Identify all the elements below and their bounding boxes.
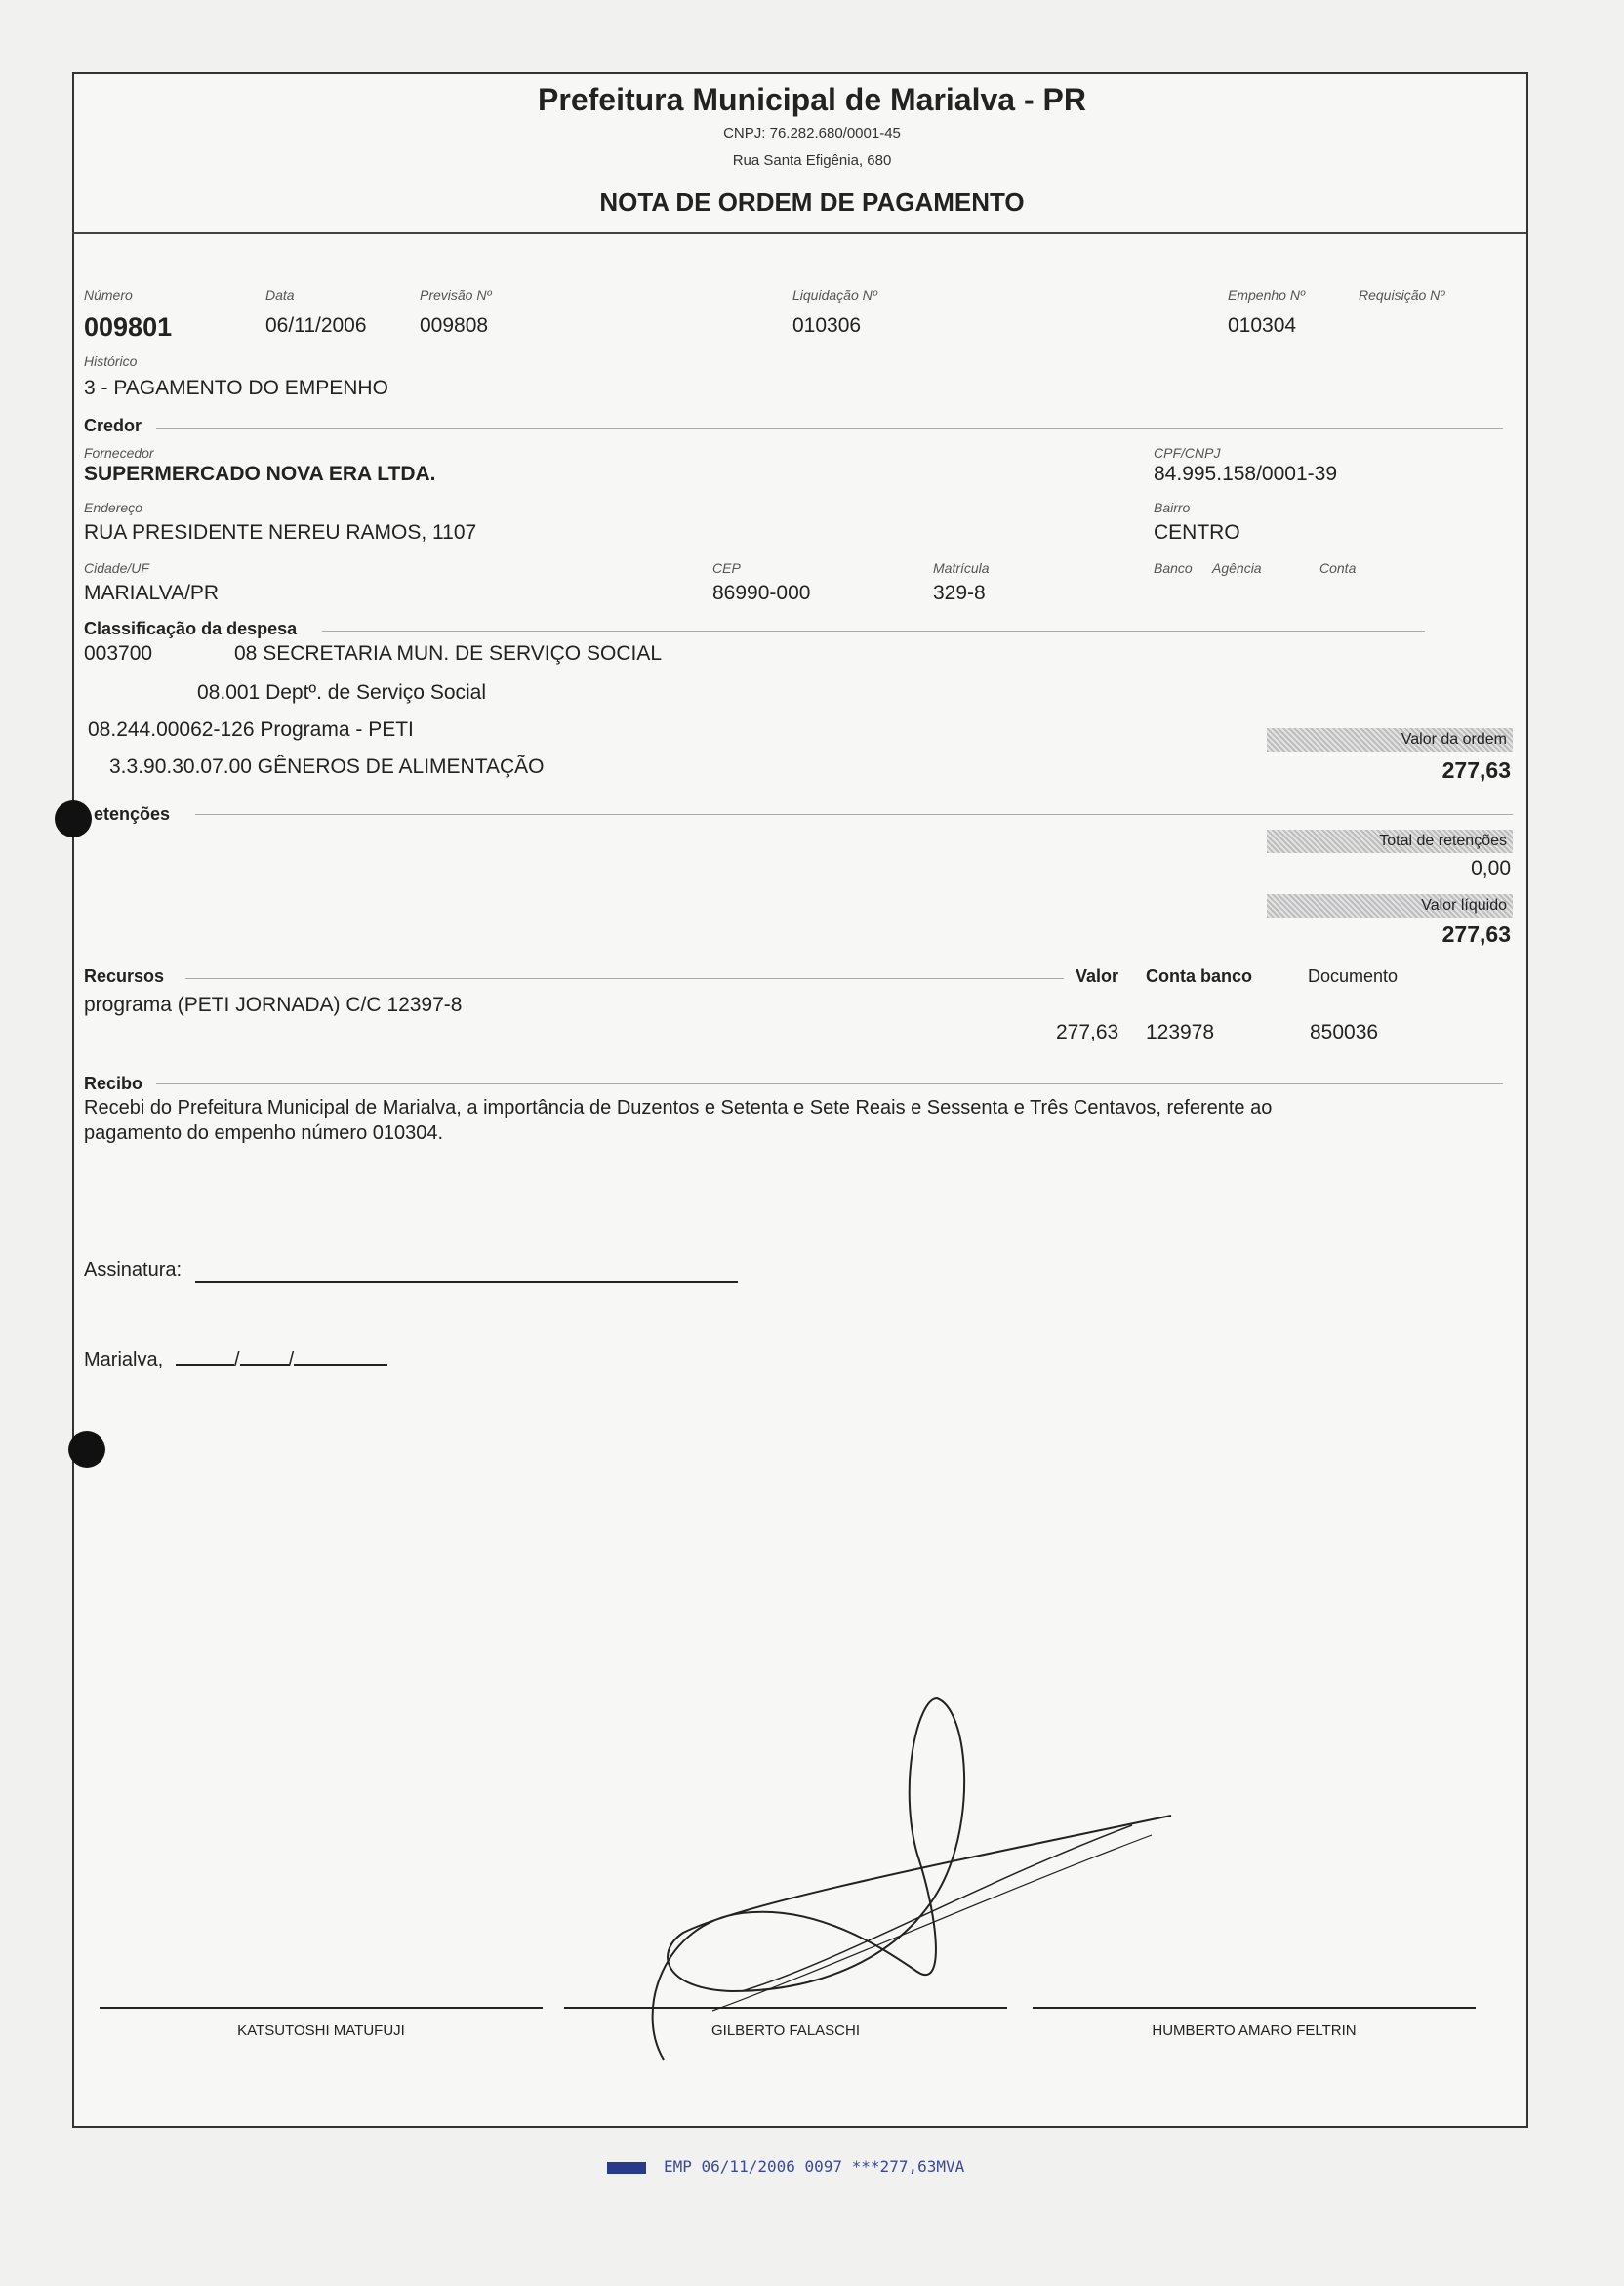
endereco-label: Endereço: [84, 500, 142, 515]
signature-line-2: [564, 2007, 1007, 2009]
handwritten-signature: [625, 1679, 1191, 2069]
recursos-conta-label: Conta banco: [1146, 966, 1253, 986]
header-divider: [72, 232, 1526, 234]
recibo-section: Recibo: [84, 1074, 143, 1093]
previsao-label: Previsão Nº: [420, 287, 492, 303]
signatory-2: GILBERTO FALASCHI: [711, 2022, 860, 2039]
recibo-rule: [156, 1083, 1503, 1084]
valor-liquido-value: 277,63: [1441, 921, 1511, 947]
assinatura-label: Assinatura:: [84, 1259, 183, 1281]
total-retencoes-value: 0,00: [1471, 857, 1511, 879]
elemento-despesa: 3.3.90.30.07.00 GÊNEROS DE ALIMENTAÇÃO: [109, 755, 545, 778]
bairro-value: CENTRO: [1154, 521, 1240, 544]
total-retencoes-label: Total de retenções: [1379, 833, 1507, 849]
retencoes-section: etenções: [94, 804, 171, 824]
payment-stamp: [607, 2157, 1017, 2176]
numero-value: 009801: [84, 312, 173, 342]
liquidacao-value: 010306: [792, 314, 862, 337]
document-title: NOTA DE ORDEM DE PAGAMENTO: [599, 187, 1025, 217]
credor-section: Credor: [84, 416, 142, 435]
liquidacao-label: Liquidação Nº: [792, 287, 877, 303]
punch-hole-bottom: [68, 1431, 105, 1468]
agencia-label: Agência: [1212, 560, 1262, 576]
local-label: Marialva,: [84, 1349, 164, 1370]
valor-ordem-value: 277,63: [1441, 757, 1511, 783]
conta-label: Conta: [1320, 560, 1357, 576]
credor-rule: [156, 428, 1503, 429]
secretaria: 08 SECRETARIA MUN. DE SERVIÇO SOCIAL: [234, 642, 663, 665]
departamento: 08.001 Deptº. de Serviço Social: [197, 681, 487, 704]
signatory-1: KATSUTOSHI MATUFUJI: [237, 2022, 405, 2039]
valor-liquido-label: Valor líquido: [1421, 897, 1507, 914]
recursos-descricao: programa (PETI JORNADA) C/C 12397-8: [84, 994, 463, 1016]
address: Rua Santa Efigênia, 680: [732, 152, 892, 169]
requisicao-label: Requisição Nº: [1359, 287, 1445, 303]
date-blank: / /: [176, 1349, 410, 1371]
signatory-3: HUMBERTO AMARO FELTRIN: [1152, 2022, 1357, 2039]
banco-label: Banco: [1154, 560, 1193, 576]
endereco-value: RUA PRESIDENTE NEREU RAMOS, 1107: [84, 521, 477, 544]
previsao-value: 009808: [420, 314, 489, 337]
recibo-line-1: Recebi do Prefeitura Municipal de Marialva, a importância de Duzentos e Setenta e Sete Reais e Sessenta e Três Centavos, referente ao: [84, 1097, 1273, 1119]
data-value: 06/11/2006: [265, 314, 367, 337]
historico-label: Histórico: [84, 353, 138, 369]
cep-value: 86990-000: [712, 582, 811, 604]
cidade-value: MARIALVA/PR: [84, 582, 220, 604]
cnpj: CNPJ: 76.282.680/0001-45: [723, 125, 901, 142]
empenho-label: Empenho Nº: [1228, 287, 1306, 303]
programa: 08.244.00062-126 Programa - PETI: [88, 718, 414, 741]
recibo-line-2: pagamento do empenho número 010304.: [84, 1123, 444, 1144]
matricula-label: Matrícula: [933, 560, 990, 576]
classificacao-rule: [322, 631, 1425, 632]
municipality-title: Prefeitura Municipal de Marialva - PR: [538, 82, 1086, 117]
recursos-valor-label: Valor: [1076, 966, 1119, 986]
retencoes-rule: [195, 814, 1513, 815]
classificacao-code: 003700: [84, 642, 153, 665]
valor-ordem-header: [1267, 728, 1513, 752]
signature-line-1: [100, 2007, 543, 2009]
assinatura-line: [195, 1281, 738, 1283]
fornecedor-label: Fornecedor: [84, 445, 154, 461]
total-retencoes-header: [1267, 830, 1513, 853]
recursos-valor: 277,63: [1056, 1021, 1119, 1043]
fornecedor-value: SUPERMERCADO NOVA ERA LTDA.: [84, 463, 436, 485]
stamp-mark: [607, 2162, 646, 2174]
empenho-value: 010304: [1228, 314, 1297, 337]
historico-value: 3 - PAGAMENTO DO EMPENHO: [84, 377, 388, 399]
recursos-section: Recursos: [84, 966, 165, 986]
stamp-text: EMP 06/11/2006 0097 ***277,63MVA: [664, 2157, 965, 2176]
numero-label: Número: [84, 287, 133, 303]
classificacao-section: Classificação da despesa: [84, 619, 298, 638]
matricula-value: 329-8: [933, 582, 986, 604]
valor-ordem-label: Valor da ordem: [1401, 731, 1507, 748]
data-label: Data: [265, 287, 295, 303]
recursos-conta: 123978: [1146, 1021, 1215, 1043]
punch-hole-top: [55, 800, 92, 837]
bairro-label: Bairro: [1154, 500, 1191, 515]
cep-label: CEP: [712, 560, 741, 576]
valor-liquido-header: [1267, 894, 1513, 918]
recursos-rule: [185, 978, 1064, 979]
cpf-label: CPF/CNPJ: [1154, 445, 1221, 461]
recursos-documento: 850036: [1310, 1021, 1379, 1043]
cidade-label: Cidade/UF: [84, 560, 149, 576]
cpf-value: 84.995.158/0001-39: [1154, 463, 1338, 485]
recursos-documento-label: Documento: [1308, 966, 1399, 986]
signature-line-3: [1033, 2007, 1476, 2009]
